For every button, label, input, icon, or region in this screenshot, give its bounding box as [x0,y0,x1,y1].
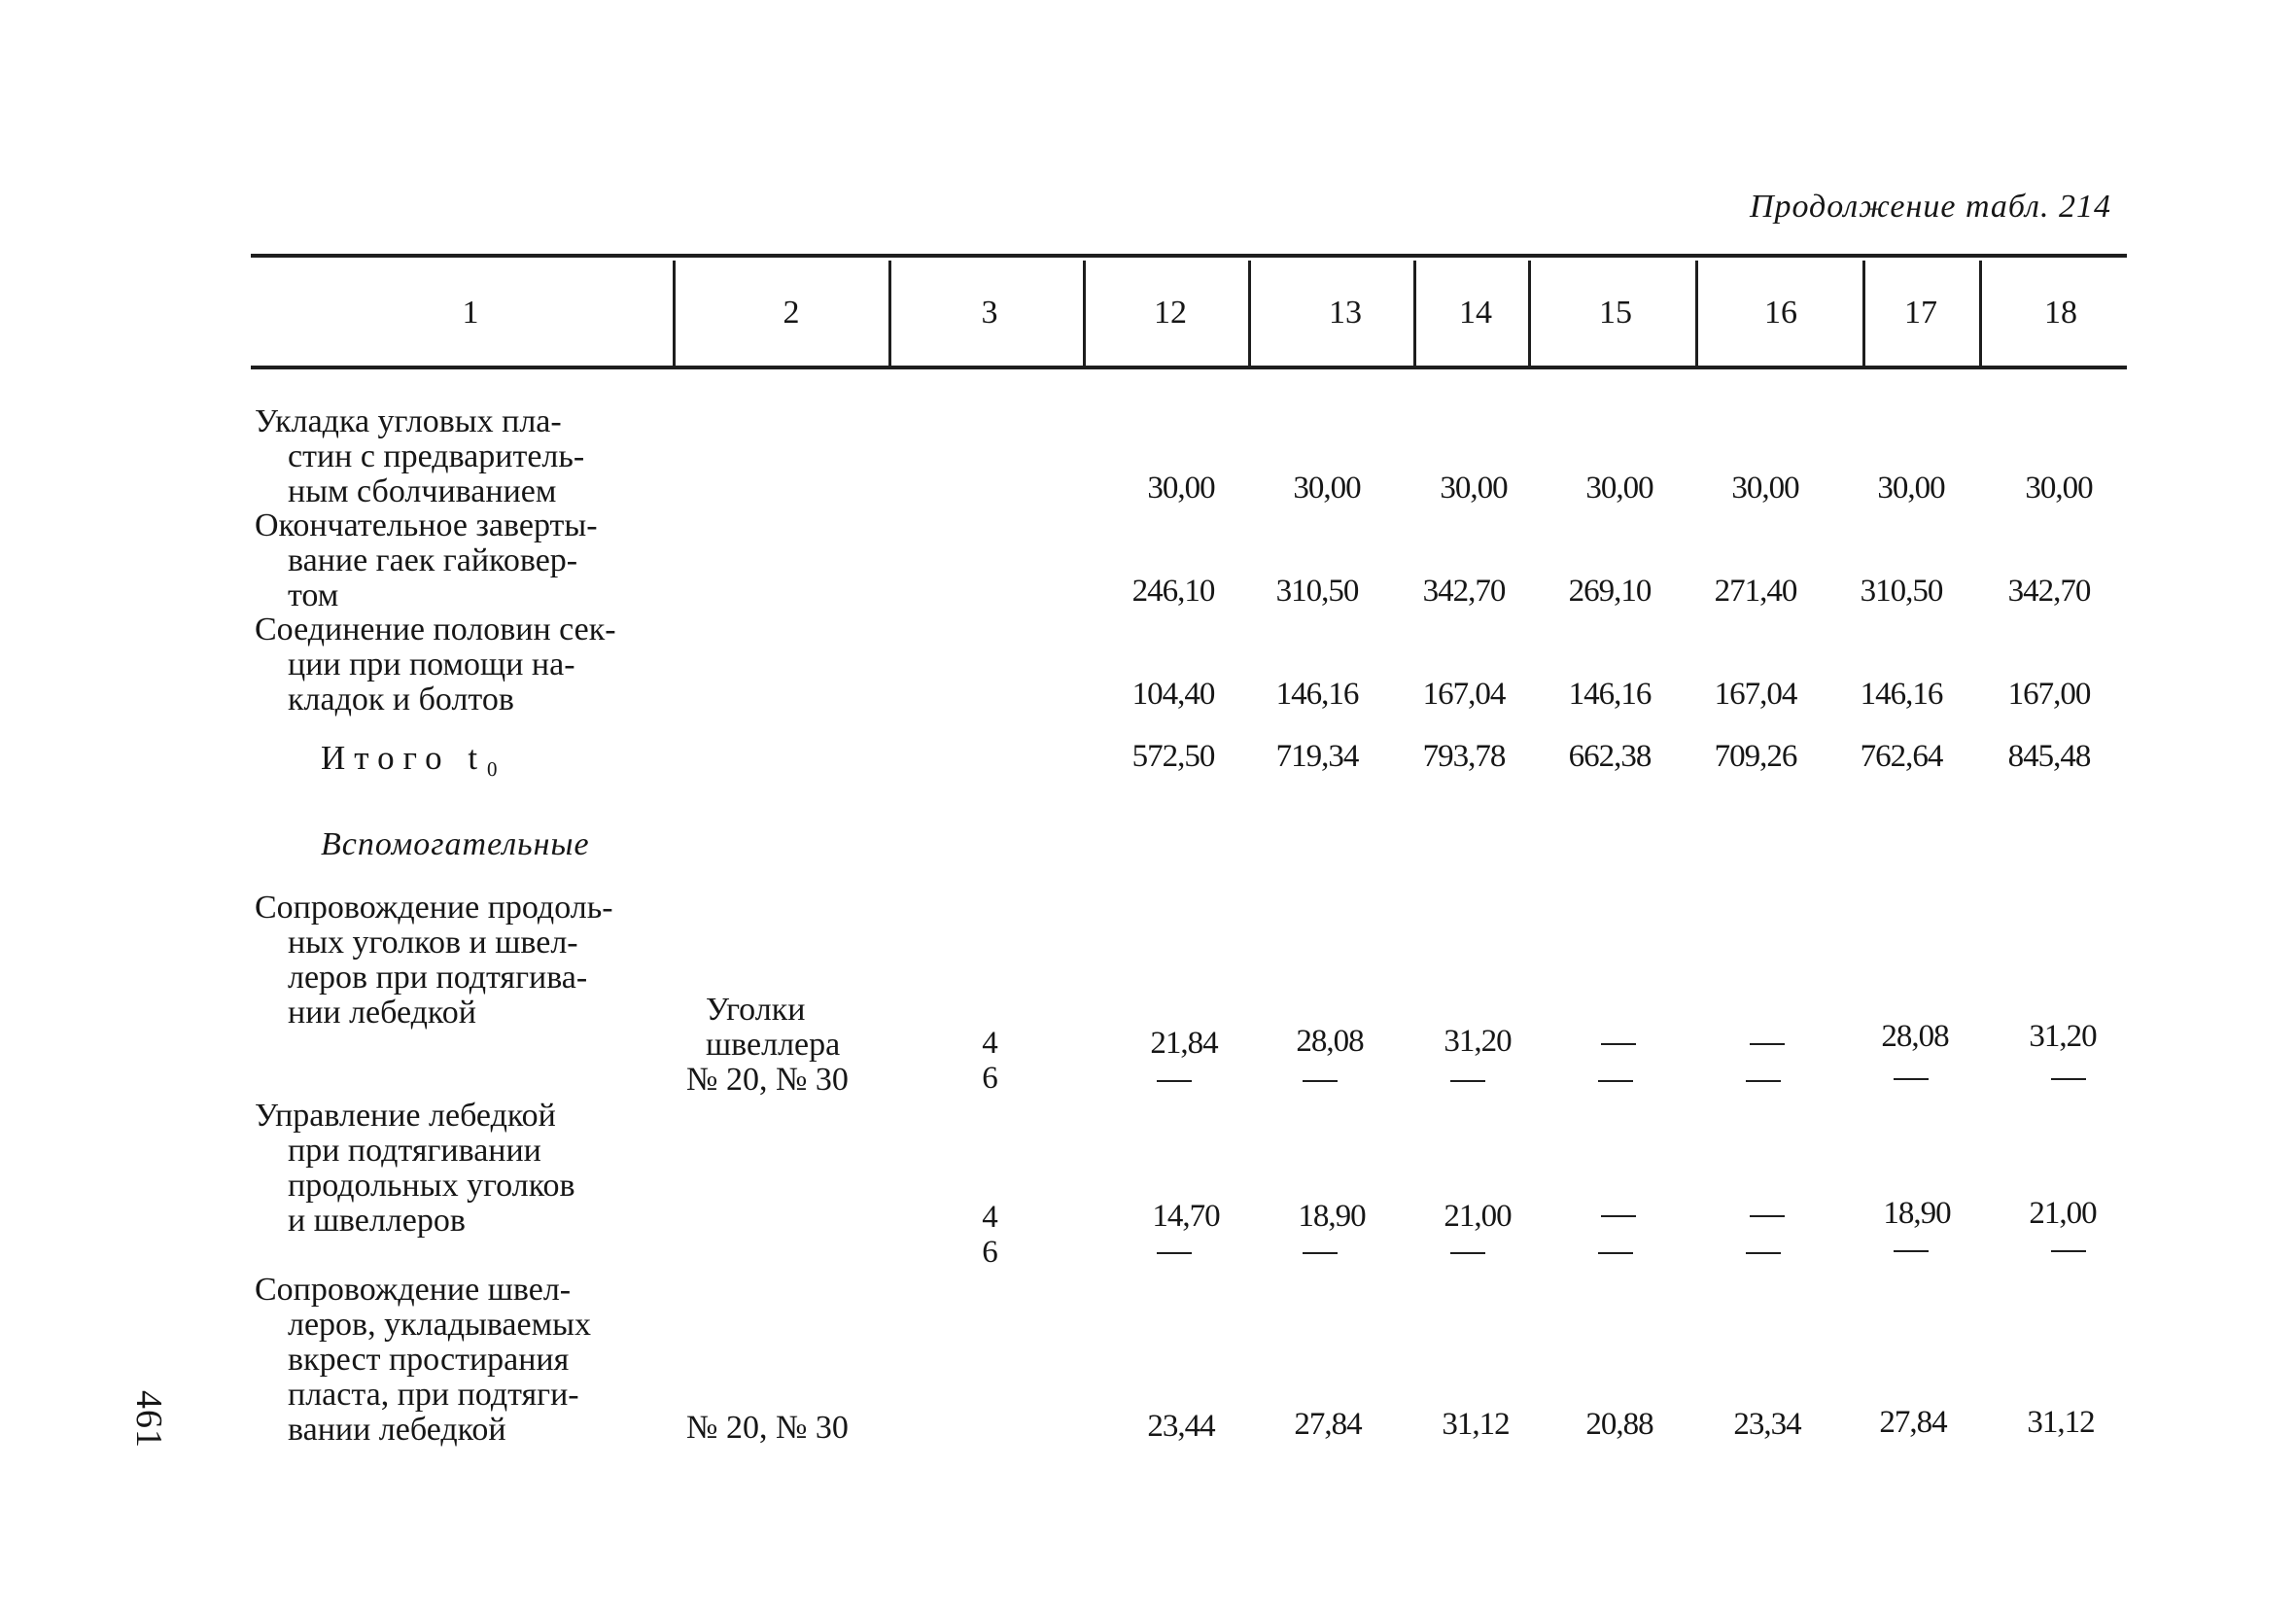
table-cell: 310,50 [1860,574,1943,609]
col3-cell: 6 [982,1061,997,1096]
col2-text: № 20, № 30 [686,1410,849,1446]
page-number: 461 [128,1390,169,1449]
col-separator [1083,261,1086,366]
column-number: 1 [462,295,479,331]
col-separator [1979,261,1982,366]
table-cell: 146,16 [1568,677,1652,712]
column-number: 18 [2044,295,2077,331]
total-cell: 572,50 [1131,739,1215,774]
col3-cell: 6 [982,1235,997,1270]
dash-cell [1598,1080,1633,1082]
row-label: Сопровождение продоль- ных уголков и швел- леров при подтягива- нии лебедкой [255,890,613,1031]
table-cell: 18,90 [1883,1196,1951,1231]
col3-cell: 4 [982,1200,997,1235]
table-cell: 31,20 [2029,1019,2097,1054]
dash-cell [1303,1252,1338,1254]
header-bottom-rule [251,366,2127,369]
dash-cell [1894,1078,1929,1080]
section-title: Вспомогательные [321,826,590,862]
table-cell: 30,00 [1877,471,1945,506]
table-cell: 28,08 [1881,1019,1949,1054]
column-number: 15 [1599,295,1632,331]
total-cell: 719,34 [1275,739,1359,774]
table-cell: 23,44 [1147,1409,1215,1444]
table-cell: 269,10 [1568,574,1652,609]
col3-cell: 4 [982,1026,997,1061]
table-cell: 104,40 [1131,677,1215,712]
table-cell: 31,20 [1444,1024,1512,1059]
table-cell: 31,12 [2027,1405,2095,1440]
table-cell: 30,00 [2025,471,2093,506]
col-separator [1248,261,1251,366]
table-cell: 146,16 [1860,677,1943,712]
table-cell: 146,16 [1275,677,1359,712]
table-cell: 18,90 [1298,1199,1366,1234]
dash-cell [1746,1080,1781,1082]
table-cell: 30,00 [1293,471,1361,506]
table-cell: 271,40 [1714,574,1797,609]
table-cell: 30,00 [1440,471,1508,506]
row-label: Укладка угловых пла- стин с предваритель- ным сболчиванием [255,403,585,509]
column-number: 13 [1329,295,1362,331]
column-number: 2 [783,295,800,331]
col-separator [1413,261,1416,366]
total-cell: 793,78 [1422,739,1506,774]
dash-cell [1750,1043,1785,1045]
column-number: 3 [981,295,998,331]
table-cell: 30,00 [1731,471,1799,506]
dash-cell [1750,1215,1785,1217]
dash-cell [1746,1252,1781,1254]
column-number: 14 [1459,295,1492,331]
dash-cell [1157,1080,1192,1082]
table-cell: 31,12 [1442,1407,1510,1442]
dash-cell [2051,1078,2086,1080]
table-caption: Продолжение табл. 214 [1749,189,2111,225]
table-cell: 21,84 [1150,1026,1218,1061]
table-cell: 30,00 [1147,471,1215,506]
row-label: Сопровождение швел- леров, укладываемых вкрест простирания пласта, при подтяги- вании лебедкой [255,1272,591,1448]
table-cell: 21,00 [1444,1199,1512,1234]
row-label: Управление лебедкой при подтягивании продольных уголков и швеллеров [255,1098,575,1239]
column-number: 17 [1904,295,1937,331]
table-cell: 310,50 [1275,574,1359,609]
total-cell: 845,48 [2007,739,2091,774]
table-cell: 167,00 [2007,677,2091,712]
dash-cell [1303,1080,1338,1082]
column-number: 12 [1154,295,1187,331]
dash-cell [1157,1252,1192,1254]
table-cell: 20,88 [1585,1407,1653,1442]
col2-text: Уголки швеллера № 20, № 30 [686,992,849,1098]
table-cell: 246,10 [1131,574,1215,609]
table-cell: 27,84 [1879,1405,1947,1440]
header-top-rule [251,254,2127,258]
dash-cell [1450,1252,1485,1254]
col-separator [673,261,676,366]
table-cell: 30,00 [1585,471,1653,506]
row-label: Окончательное заверты- вание гаек гайковер- том [255,507,598,613]
row-label: Соединение половин сек- ции при помощи на- кладок и болтов [255,612,616,717]
dash-cell [1601,1215,1636,1217]
table-cell: 167,04 [1422,677,1506,712]
dash-cell [1601,1043,1636,1045]
table-cell: 167,04 [1714,677,1797,712]
dash-cell [1598,1252,1633,1254]
table-cell: 21,00 [2029,1196,2097,1231]
table-cell: 23,34 [1733,1407,1801,1442]
dash-cell [2051,1250,2086,1252]
col-separator [1862,261,1865,366]
total-cell: 762,64 [1860,739,1943,774]
table-cell: 14,70 [1152,1199,1220,1234]
table-cell: 342,70 [2007,574,2091,609]
dash-cell [1894,1250,1929,1252]
total-cell: 709,26 [1714,739,1797,774]
col-separator [1695,261,1698,366]
col-separator [888,261,891,366]
table-cell: 28,08 [1296,1024,1364,1059]
total-label: Итого t₀ [321,739,507,777]
col-separator [1528,261,1531,366]
table-cell: 342,70 [1422,574,1506,609]
total-cell: 662,38 [1568,739,1652,774]
column-number: 16 [1764,295,1797,331]
table-cell: 27,84 [1294,1407,1362,1442]
dash-cell [1450,1080,1485,1082]
